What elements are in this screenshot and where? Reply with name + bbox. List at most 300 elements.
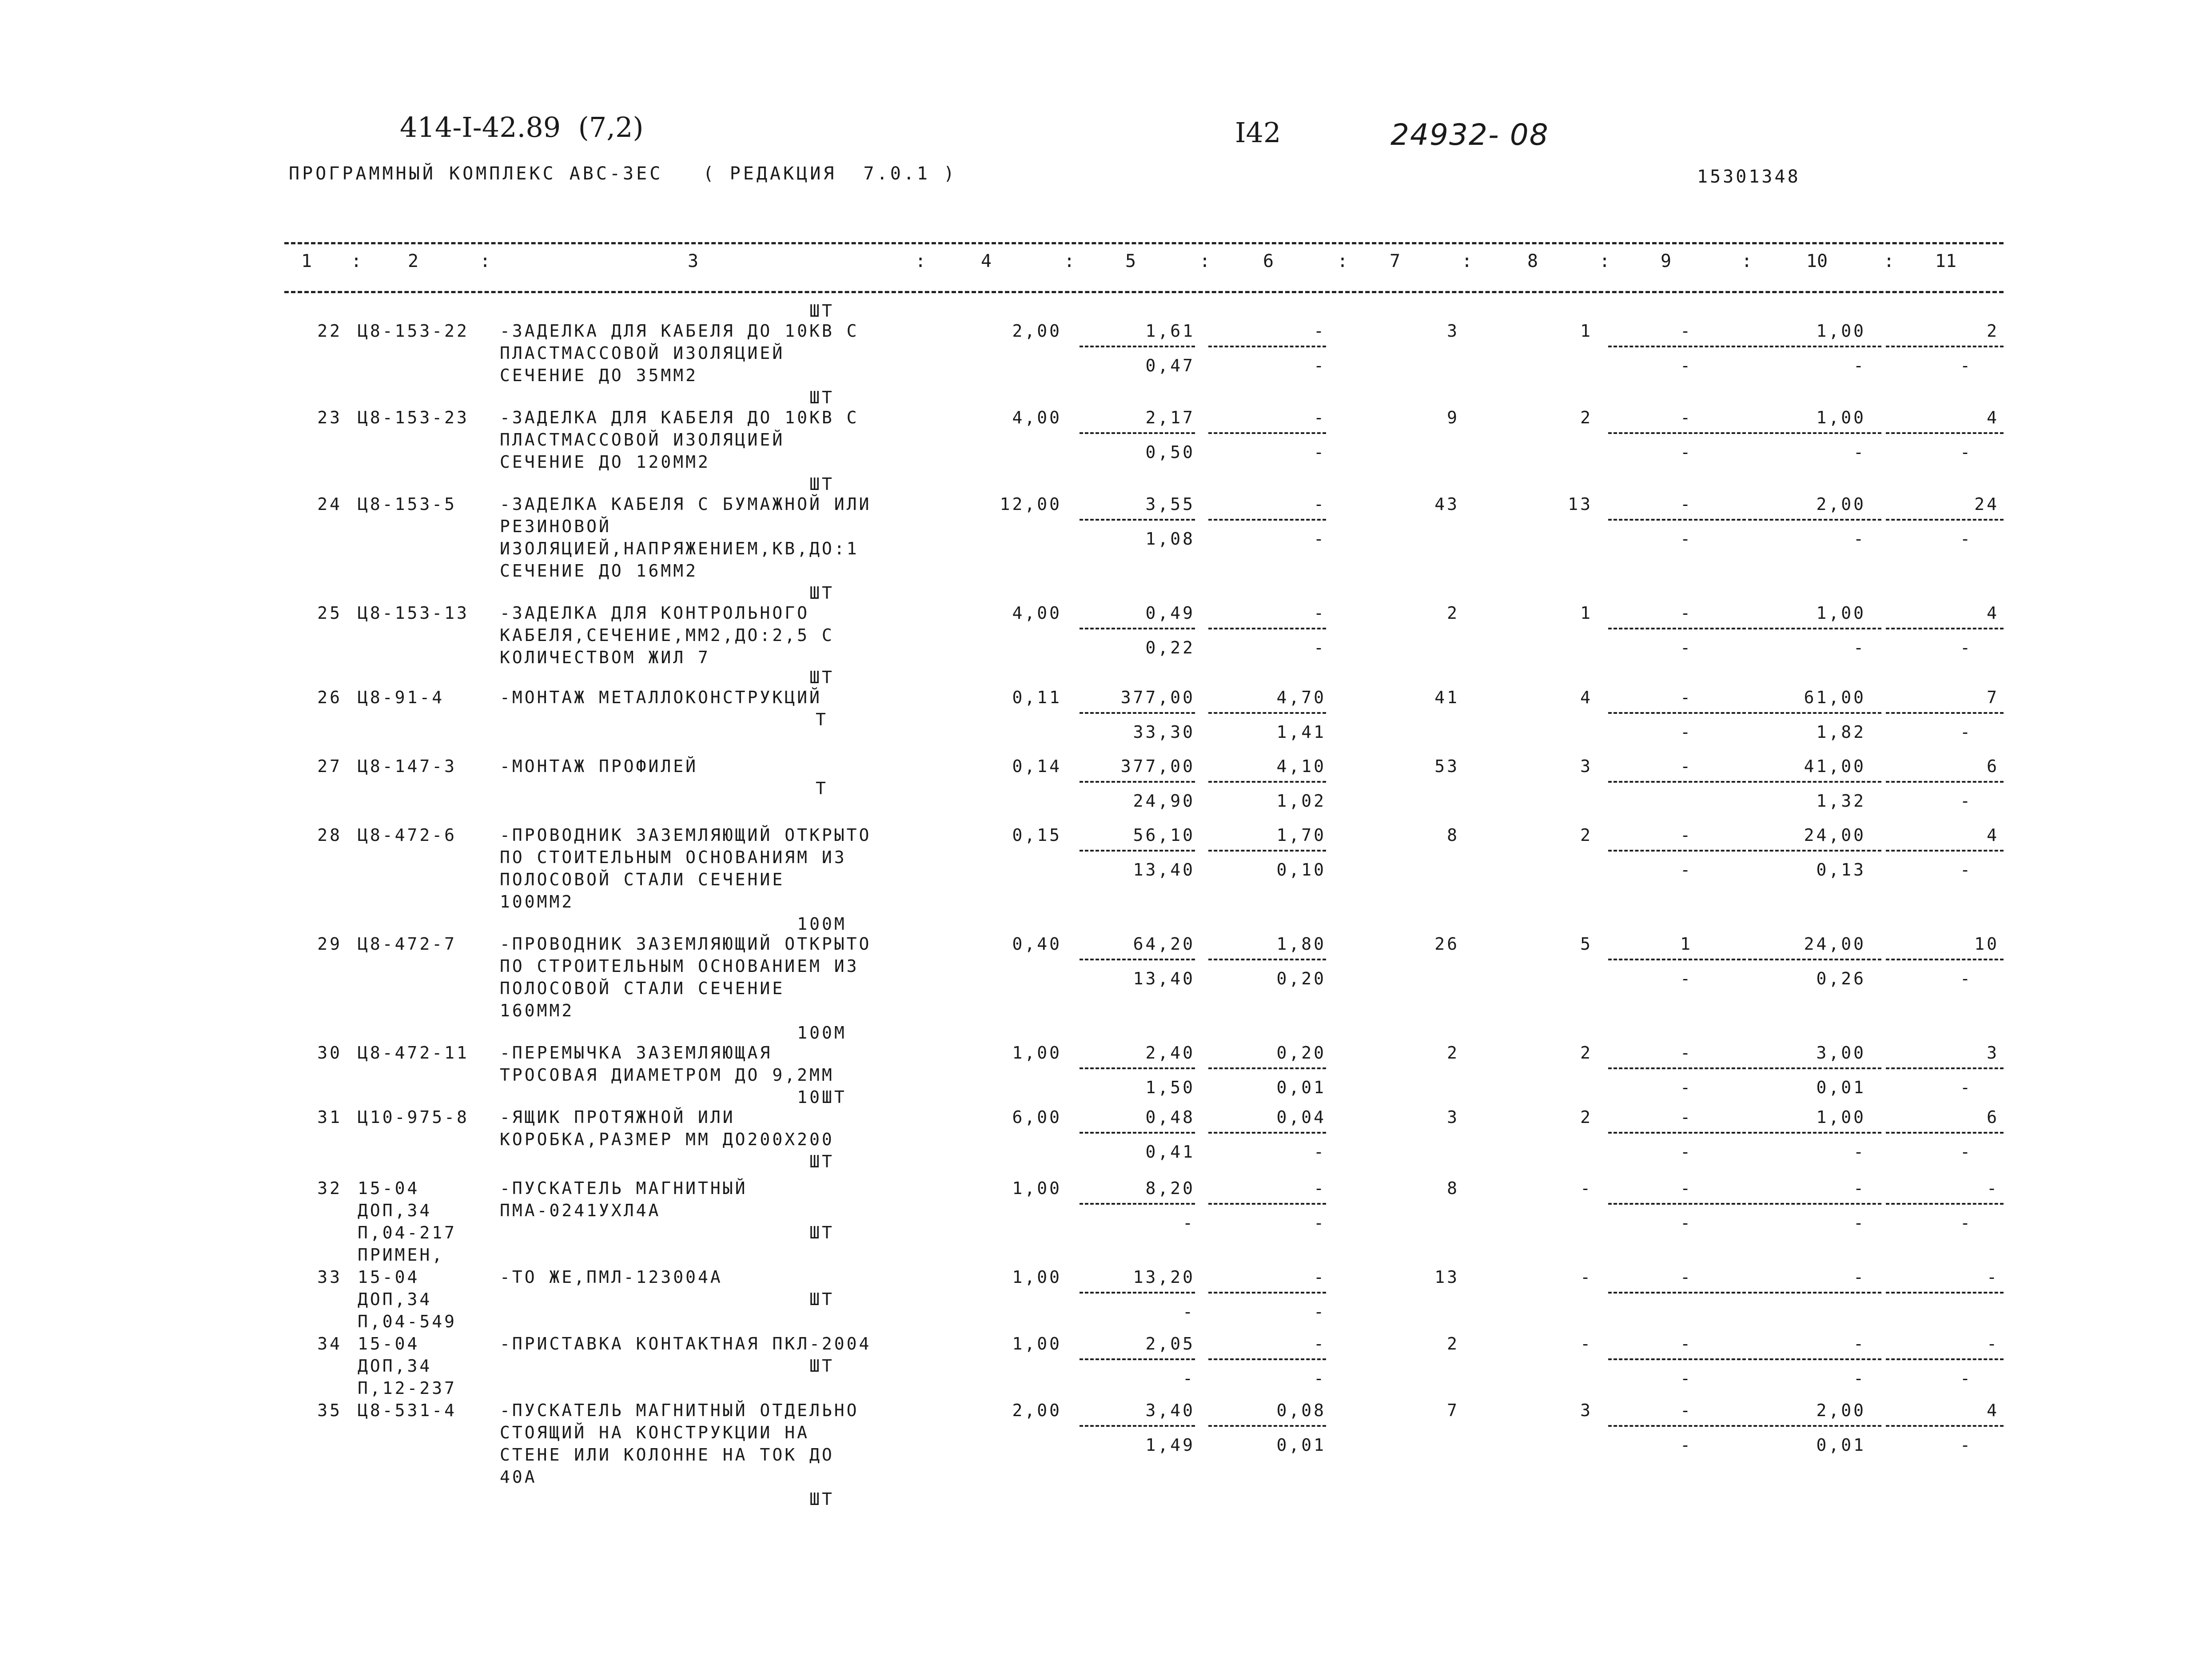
cell-col-9: - [1680, 1043, 1693, 1063]
cell-col-4: 0,40 [1012, 934, 1062, 954]
cell-separator-dash [1748, 712, 1881, 714]
cell-col-11-sub: - [1960, 1142, 1972, 1162]
cell-col-7: 8 [1447, 1178, 1459, 1198]
column-separator: : [1462, 251, 1473, 271]
column-separator: : [1199, 251, 1211, 271]
cell-col-5-sub: 0,47 [1145, 356, 1195, 375]
description-line: -ПРИСТАВКА КОНТАКТНАЯ ПКЛ-2004 [500, 1334, 872, 1354]
unit-label: 100М [797, 914, 847, 934]
cell-col-5: 2,05 [1145, 1334, 1195, 1354]
cell-separator-dash [1080, 1358, 1195, 1360]
cell-col-5-sub: - [1183, 1302, 1195, 1322]
cell-col-5: 64,20 [1133, 934, 1195, 954]
cell-separator-dash [1608, 346, 1746, 347]
code-line: ДОП,34 [358, 1290, 432, 1309]
cell-separator-dash [1748, 628, 1881, 629]
cell-col-6: - [1314, 603, 1326, 623]
cell-col-6: - [1314, 1178, 1326, 1198]
cell-col-8: 2 [1580, 1043, 1593, 1063]
code-line: Ц8-531-4 [358, 1401, 457, 1420]
column-separator: : [351, 251, 362, 271]
cell-col-9-sub: - [1680, 529, 1693, 549]
cell-col-9-sub: - [1680, 1369, 1693, 1388]
code-line: Ц10-975-8 [358, 1107, 469, 1127]
code-line: Ц8-153-23 [358, 408, 469, 427]
cell-separator-dash [1208, 1203, 1326, 1205]
cell-col-6: - [1314, 408, 1326, 427]
cell-col-4: 12,00 [1000, 494, 1062, 514]
cell-col-7: 2 [1447, 1334, 1459, 1354]
cell-col-6: 0,08 [1276, 1401, 1326, 1420]
cell-col-5: 56,10 [1133, 825, 1195, 845]
cell-separator-dash [1748, 781, 1881, 783]
cell-col-8: 3 [1580, 756, 1593, 776]
cell-col-9: - [1680, 1107, 1693, 1127]
cell-col-5: 377,00 [1120, 756, 1195, 776]
cell-col-7: 26 [1434, 934, 1459, 954]
cell-separator-dash [1080, 1203, 1195, 1205]
cell-col-4: 1,00 [1012, 1178, 1062, 1198]
cell-col-9-sub: - [1680, 1213, 1693, 1233]
cell-separator-dash [1886, 519, 2004, 521]
cell-separator-dash [1208, 346, 1326, 347]
cell-col-11-sub: - [1960, 1369, 1972, 1388]
cell-col-9-sub: - [1680, 1142, 1693, 1162]
cell-col-6: 1,70 [1276, 825, 1326, 845]
cell-col-9: - [1680, 321, 1693, 341]
unit-label: ШТ [809, 583, 834, 603]
cell-separator-dash [1886, 850, 2004, 852]
description-line: СТОЯЩИЙ НА КОНСТРУКЦИИ НА [500, 1423, 809, 1442]
description-line: -ЗАДЕЛКА ДЛЯ КАБЕЛЯ ДО 10КВ С [500, 321, 859, 341]
cell-col-6: 0,20 [1276, 1043, 1326, 1063]
cell-separator-dash [1080, 959, 1195, 960]
cell-separator-dash [1748, 1132, 1881, 1134]
cell-separator-dash [1080, 781, 1195, 783]
cell-col-10: 24,00 [1804, 934, 1866, 954]
cell-col-10-sub: - [1853, 1213, 1866, 1233]
cell-col-5-sub: 1,49 [1145, 1435, 1195, 1455]
unit-label: ШТ [809, 1489, 834, 1509]
cell-separator-dash [1608, 1358, 1746, 1360]
cell-col-11: 7 [1987, 688, 1999, 707]
cell-col-6-sub: - [1314, 1369, 1326, 1388]
cell-col-9-sub: - [1680, 722, 1693, 742]
cell-separator-dash [1608, 850, 1746, 852]
description-line: -ПЕРЕМЫЧКА ЗАЗЕМЛЯЮЩАЯ [500, 1043, 773, 1063]
cell-col-8: - [1580, 1267, 1593, 1287]
cell-col-11-sub: - [1960, 1078, 1972, 1097]
row-number: 26 [317, 688, 342, 707]
unit-label: ШТ [809, 474, 834, 494]
cell-col-11-sub: - [1960, 638, 1972, 657]
cell-col-10: 24,00 [1804, 825, 1866, 845]
cell-col-6-sub: 0,01 [1276, 1435, 1326, 1455]
cell-separator-dash [1608, 781, 1746, 783]
cell-col-9: - [1680, 603, 1693, 623]
cell-col-11: - [1987, 1178, 1999, 1198]
cell-col-4: 1,00 [1012, 1334, 1062, 1354]
cell-col-11-sub: - [1960, 1435, 1972, 1455]
cell-col-7: 2 [1447, 1043, 1459, 1063]
code-line: Ц8-153-13 [358, 603, 469, 623]
description-line: ПОЛОСОВОЙ СТАЛИ СЕЧЕНИЕ [500, 979, 785, 998]
code-line: Ц8-153-22 [358, 321, 469, 341]
cell-separator-dash [1080, 346, 1195, 347]
cell-col-9: - [1680, 756, 1693, 776]
cell-separator-dash [1608, 628, 1746, 629]
row-number: 22 [317, 321, 342, 341]
cell-separator-dash [1608, 1292, 1746, 1294]
cell-separator-dash [1208, 850, 1326, 852]
code-line: П,04-549 [358, 1312, 457, 1331]
description-line: ПО СТОИТЕЛЬНЫМ ОСНОВАНИЯМ ИЗ [500, 848, 847, 867]
cell-col-5: 8,20 [1145, 1178, 1195, 1198]
description-line: 40А [500, 1467, 537, 1487]
column-separator: : [1741, 251, 1753, 271]
unit-label: Т [816, 710, 828, 729]
cell-col-5-sub: 0,22 [1145, 638, 1195, 657]
code-id: 15301348 [1697, 167, 1801, 187]
cell-col-7: 41 [1434, 688, 1459, 707]
row-number: 29 [317, 934, 342, 954]
cell-col-5-sub: - [1183, 1213, 1195, 1233]
description-line: -ПУСКАТЕЛЬ МАГНИТНЫЙ [500, 1178, 748, 1198]
cell-col-4: 4,00 [1012, 408, 1062, 427]
cell-col-6-sub: 0,10 [1276, 860, 1326, 880]
cell-col-6: 4,10 [1276, 756, 1326, 776]
cell-separator-dash [1748, 1067, 1881, 1069]
column-number: 8 [1527, 251, 1538, 271]
cell-col-9: - [1680, 1178, 1693, 1198]
description-line: СТЕНЕ ИЛИ КОЛОННЕ НА ТОК ДО [500, 1445, 834, 1465]
unit-label: ШТ [809, 388, 834, 407]
cell-col-10-sub: 1,82 [1816, 722, 1866, 742]
cell-separator-dash [1080, 1132, 1195, 1134]
column-separator: : [1064, 251, 1075, 271]
code-line: Ц8-472-6 [358, 825, 457, 845]
cell-col-6-sub: - [1314, 356, 1326, 375]
cell-col-10: 3,00 [1816, 1043, 1866, 1063]
column-number: 2 [407, 251, 419, 271]
cell-col-7: 8 [1447, 825, 1459, 845]
cell-separator-dash [1748, 1358, 1881, 1360]
cell-col-11-sub: - [1960, 722, 1972, 742]
cell-col-9: - [1680, 408, 1693, 427]
cell-col-8: - [1580, 1178, 1593, 1198]
cell-separator-dash [1608, 1132, 1746, 1134]
column-separator: : [915, 251, 926, 271]
code-line: Ц8-472-7 [358, 934, 457, 954]
cell-col-5-sub: 33,30 [1133, 722, 1195, 742]
code-line: Ц8-153-5 [358, 494, 457, 514]
description-line: КОРОБКА,РАЗМЕР ММ ДО200Х200 [500, 1130, 834, 1149]
cell-separator-dash [1886, 1203, 2004, 1205]
table-rule-top [284, 242, 2004, 244]
code-line: П,12-237 [358, 1378, 457, 1398]
cell-separator-dash [1748, 432, 1881, 434]
cell-col-6-sub: 1,02 [1276, 791, 1326, 811]
code-line: 15-04 [358, 1267, 420, 1287]
cell-col-5: 13,20 [1133, 1267, 1195, 1287]
cell-col-9-sub: - [1680, 969, 1693, 988]
cell-separator-dash [1886, 781, 2004, 783]
cell-col-11: 10 [1974, 934, 1999, 954]
cell-col-7: 3 [1447, 1107, 1459, 1127]
cell-col-6-sub: 0,01 [1276, 1078, 1326, 1097]
cell-separator-dash [1080, 712, 1195, 714]
code-line: П,04-217 [358, 1223, 457, 1242]
cell-col-9-sub: - [1680, 638, 1693, 657]
cell-col-9: - [1680, 825, 1693, 845]
cell-col-11: 6 [1987, 1107, 1999, 1127]
cell-separator-dash [1208, 1358, 1326, 1360]
cell-col-10-sub: - [1853, 442, 1866, 462]
cell-col-7: 9 [1447, 408, 1459, 427]
cell-col-10-sub: - [1853, 529, 1866, 549]
description-line: 160ММ2 [500, 1001, 574, 1020]
cell-col-9-sub: - [1680, 860, 1693, 880]
cell-col-6-sub: - [1314, 529, 1326, 549]
cell-col-9-sub: - [1680, 356, 1693, 375]
cell-separator-dash [1208, 519, 1326, 521]
cell-col-5-sub: 0,50 [1145, 442, 1195, 462]
cell-col-10: 2,00 [1816, 1401, 1866, 1420]
cell-col-5: 2,17 [1145, 408, 1195, 427]
cell-separator-dash [1080, 1067, 1195, 1069]
cell-col-5-sub: 13,40 [1133, 969, 1195, 988]
table-rule-header [284, 291, 2004, 293]
cell-col-6-sub: - [1314, 1213, 1326, 1233]
cell-col-10-sub: - [1853, 1142, 1866, 1162]
column-number: 7 [1389, 251, 1401, 271]
cell-separator-dash [1886, 1425, 2004, 1427]
row-number: 32 [317, 1178, 342, 1198]
description-line: ПО СТРОИТЕЛЬНЫМ ОСНОВАНИЕМ ИЗ [500, 956, 859, 976]
cell-col-11: - [1987, 1334, 1999, 1354]
cell-separator-dash [1080, 432, 1195, 434]
cell-col-11: 4 [1987, 1401, 1999, 1420]
cell-col-10: 1,00 [1816, 1107, 1866, 1127]
unit-label: 100М [797, 1023, 847, 1043]
cell-col-4: 0,11 [1012, 688, 1062, 707]
unit-label: ШТ [809, 1223, 834, 1242]
cell-separator-dash [1208, 1425, 1326, 1427]
cell-col-7: 43 [1434, 494, 1459, 514]
cell-col-6-sub: - [1314, 1142, 1326, 1162]
cell-col-5-sub: 24,90 [1133, 791, 1195, 811]
cell-col-8: 3 [1580, 1401, 1593, 1420]
cell-col-6-sub: 0,20 [1276, 969, 1326, 988]
cell-col-4: 0,14 [1012, 756, 1062, 776]
cell-col-4: 4,00 [1012, 603, 1062, 623]
cell-separator-dash [1886, 346, 2004, 347]
row-number: 23 [317, 408, 342, 427]
column-separator: : [1599, 251, 1610, 271]
cell-separator-dash [1886, 1358, 2004, 1360]
unit-label: ШТ [809, 301, 834, 321]
row-number: 35 [317, 1401, 342, 1420]
cell-col-4: 1,00 [1012, 1267, 1062, 1287]
cell-col-10-sub: 0,26 [1816, 969, 1866, 988]
cell-col-10: 2,00 [1816, 494, 1866, 514]
cell-col-8: 4 [1580, 688, 1593, 707]
cell-separator-dash [1886, 628, 2004, 629]
description-line: ПЛАСТМАССОВОЙ ИЗОЛЯЦИЕЙ [500, 430, 785, 450]
code-line: 15-04 [358, 1334, 420, 1354]
cell-separator-dash [1080, 1292, 1195, 1294]
cell-col-9: - [1680, 1267, 1693, 1287]
unit-label: ШТ [809, 1152, 834, 1171]
cell-col-4: 0,15 [1012, 825, 1062, 845]
cell-col-9-sub: - [1680, 1078, 1693, 1097]
cell-col-8: 2 [1580, 825, 1593, 845]
row-number: 27 [317, 756, 342, 776]
cell-col-5: 2,40 [1145, 1043, 1195, 1063]
code-line: ПРИМЕН, [358, 1245, 445, 1265]
description-line: -ЗАДЕЛКА КАБЕЛЯ С БУМАЖНОЙ ИЛИ [500, 494, 872, 514]
description-line: СЕЧЕНИЕ ДО 120ММ2 [500, 452, 710, 472]
cell-col-11: 4 [1987, 603, 1999, 623]
handwritten-number: 24932- 08 [1390, 118, 1549, 152]
column-number: 6 [1263, 251, 1274, 271]
description-line: КАБЕЛЯ,СЕЧЕНИЕ,ММ2,ДО:2,5 С [500, 625, 834, 645]
cell-separator-dash [1608, 1067, 1746, 1069]
column-separator: : [1884, 251, 1895, 271]
cell-separator-dash [1608, 1203, 1746, 1205]
cell-col-6-sub: - [1314, 638, 1326, 657]
cell-col-10: 1,00 [1816, 321, 1866, 341]
cell-col-10: 1,00 [1816, 603, 1866, 623]
cell-separator-dash [1886, 432, 2004, 434]
row-number: 31 [317, 1107, 342, 1127]
code-line: ДОП,34 [358, 1201, 432, 1220]
cell-separator-dash [1886, 1067, 2004, 1069]
column-number: 5 [1125, 251, 1136, 271]
cell-separator-dash [1608, 519, 1746, 521]
cell-col-9-sub: - [1680, 1435, 1693, 1455]
cell-col-10: - [1853, 1178, 1866, 1198]
description-line: -МОНТАЖ ПРОФИЛЕЙ [500, 756, 698, 776]
cell-col-11: 6 [1987, 756, 1999, 776]
cell-separator-dash [1886, 1132, 2004, 1134]
description-line: ПМА-0241УХЛ4А [500, 1201, 661, 1220]
description-line: ТРОСОВАЯ ДИАМЕТРОМ ДО 9,2ММ [500, 1065, 834, 1085]
cell-col-11-sub: - [1960, 860, 1972, 880]
cell-col-10-sub: 1,32 [1816, 791, 1866, 811]
description-line: ИЗОЛЯЦИЕЙ,НАПРЯЖЕНИЕМ,КВ,ДО:1 [500, 539, 859, 558]
cell-col-6: - [1314, 321, 1326, 341]
cell-col-8: 5 [1580, 934, 1593, 954]
code-line: 15-04 [358, 1178, 420, 1198]
description-line: -ПУСКАТЕЛЬ МАГНИТНЫЙ ОТДЕЛЬНО [500, 1401, 859, 1420]
description-line: ПОЛОСОВОЙ СТАЛИ СЕЧЕНИЕ [500, 870, 785, 889]
description-line: 100ММ2 [500, 892, 574, 912]
page-number: I42 [1235, 116, 1281, 149]
cell-col-8: 2 [1580, 1107, 1593, 1127]
unit-label: ШТ [809, 1356, 834, 1376]
cell-col-9: - [1680, 494, 1693, 514]
cell-col-7: 53 [1434, 756, 1459, 776]
code-line: Ц8-91-4 [358, 688, 445, 707]
description-line: КОЛИЧЕСТВОМ ЖИЛ 7 [500, 648, 710, 667]
description-line: -ЗАДЕЛКА ДЛЯ КАБЕЛЯ ДО 10КВ С [500, 408, 859, 427]
cell-col-10-sub: 0,01 [1816, 1435, 1866, 1455]
cell-col-11: - [1987, 1267, 1999, 1287]
cell-col-6-sub: - [1314, 442, 1326, 462]
cell-separator-dash [1208, 1292, 1326, 1294]
cell-col-11: 24 [1974, 494, 1999, 514]
description-line: РЕЗИНОВОЙ [500, 517, 611, 536]
code-line: Ц8-147-3 [358, 756, 457, 776]
description-line: -ЗАДЕЛКА ДЛЯ КОНТРОЛЬНОГО [500, 603, 809, 623]
row-number: 24 [317, 494, 342, 514]
cell-col-5-sub: 0,41 [1145, 1142, 1195, 1162]
cell-col-11-sub: - [1960, 529, 1972, 549]
cell-col-10: 1,00 [1816, 408, 1866, 427]
cell-col-7: 2 [1447, 603, 1459, 623]
cell-separator-dash [1608, 1425, 1746, 1427]
description-line: -ПРОВОДНИК ЗАЗЕМЛЯЮЩИЙ ОТКРЫТО [500, 934, 872, 954]
cell-col-9: 1 [1680, 934, 1693, 954]
column-number: 1 [301, 251, 312, 271]
cell-col-6-sub: - [1314, 1302, 1326, 1322]
cell-col-4: 1,00 [1012, 1043, 1062, 1063]
cell-separator-dash [1080, 519, 1195, 521]
cell-col-6: 0,04 [1276, 1107, 1326, 1127]
cell-col-11: 4 [1987, 825, 1999, 845]
document-code: 414-I-42.89 (7,2) [400, 111, 644, 143]
cell-col-10: 41,00 [1804, 756, 1866, 776]
cell-col-9: - [1680, 1334, 1693, 1354]
row-number: 28 [317, 825, 342, 845]
cell-separator-dash [1608, 712, 1746, 714]
cell-col-11-sub: - [1960, 791, 1972, 811]
cell-col-4: 2,00 [1012, 321, 1062, 341]
cell-separator-dash [1886, 959, 2004, 960]
cell-col-11-sub: - [1960, 969, 1972, 988]
column-number: 4 [980, 251, 992, 271]
unit-label: ШТ [809, 1290, 834, 1309]
cell-col-4: 2,00 [1012, 1401, 1062, 1420]
cell-separator-dash [1608, 959, 1746, 960]
column-number: 9 [1660, 251, 1672, 271]
row-number: 25 [317, 603, 342, 623]
cell-separator-dash [1748, 1425, 1881, 1427]
description-line: -ЯЩИК ПРОТЯЖНОЙ ИЛИ [500, 1107, 735, 1127]
cell-separator-dash [1748, 959, 1881, 960]
cell-col-6: - [1314, 494, 1326, 514]
cell-col-10-sub: - [1853, 638, 1866, 657]
description-line: -МОНТАЖ МЕТАЛЛОКОНСТРУКЦИЙ [500, 688, 822, 707]
cell-col-7: 3 [1447, 321, 1459, 341]
cell-separator-dash [1608, 432, 1746, 434]
cell-separator-dash [1208, 628, 1326, 629]
cell-col-5: 0,48 [1145, 1107, 1195, 1127]
cell-separator-dash [1886, 712, 2004, 714]
cell-col-6: 1,80 [1276, 934, 1326, 954]
cell-col-8: 2 [1580, 408, 1593, 427]
cell-col-4: 6,00 [1012, 1107, 1062, 1127]
description-line: СЕЧЕНИЕ ДО 35ММ2 [500, 366, 698, 385]
cell-col-5-sub: 1,08 [1145, 529, 1195, 549]
cell-separator-dash [1886, 1292, 2004, 1294]
cell-col-5: 3,40 [1145, 1401, 1195, 1420]
cell-col-11: 3 [1987, 1043, 1999, 1063]
row-number: 30 [317, 1043, 342, 1063]
cell-separator-dash [1080, 1425, 1195, 1427]
cell-separator-dash [1208, 712, 1326, 714]
